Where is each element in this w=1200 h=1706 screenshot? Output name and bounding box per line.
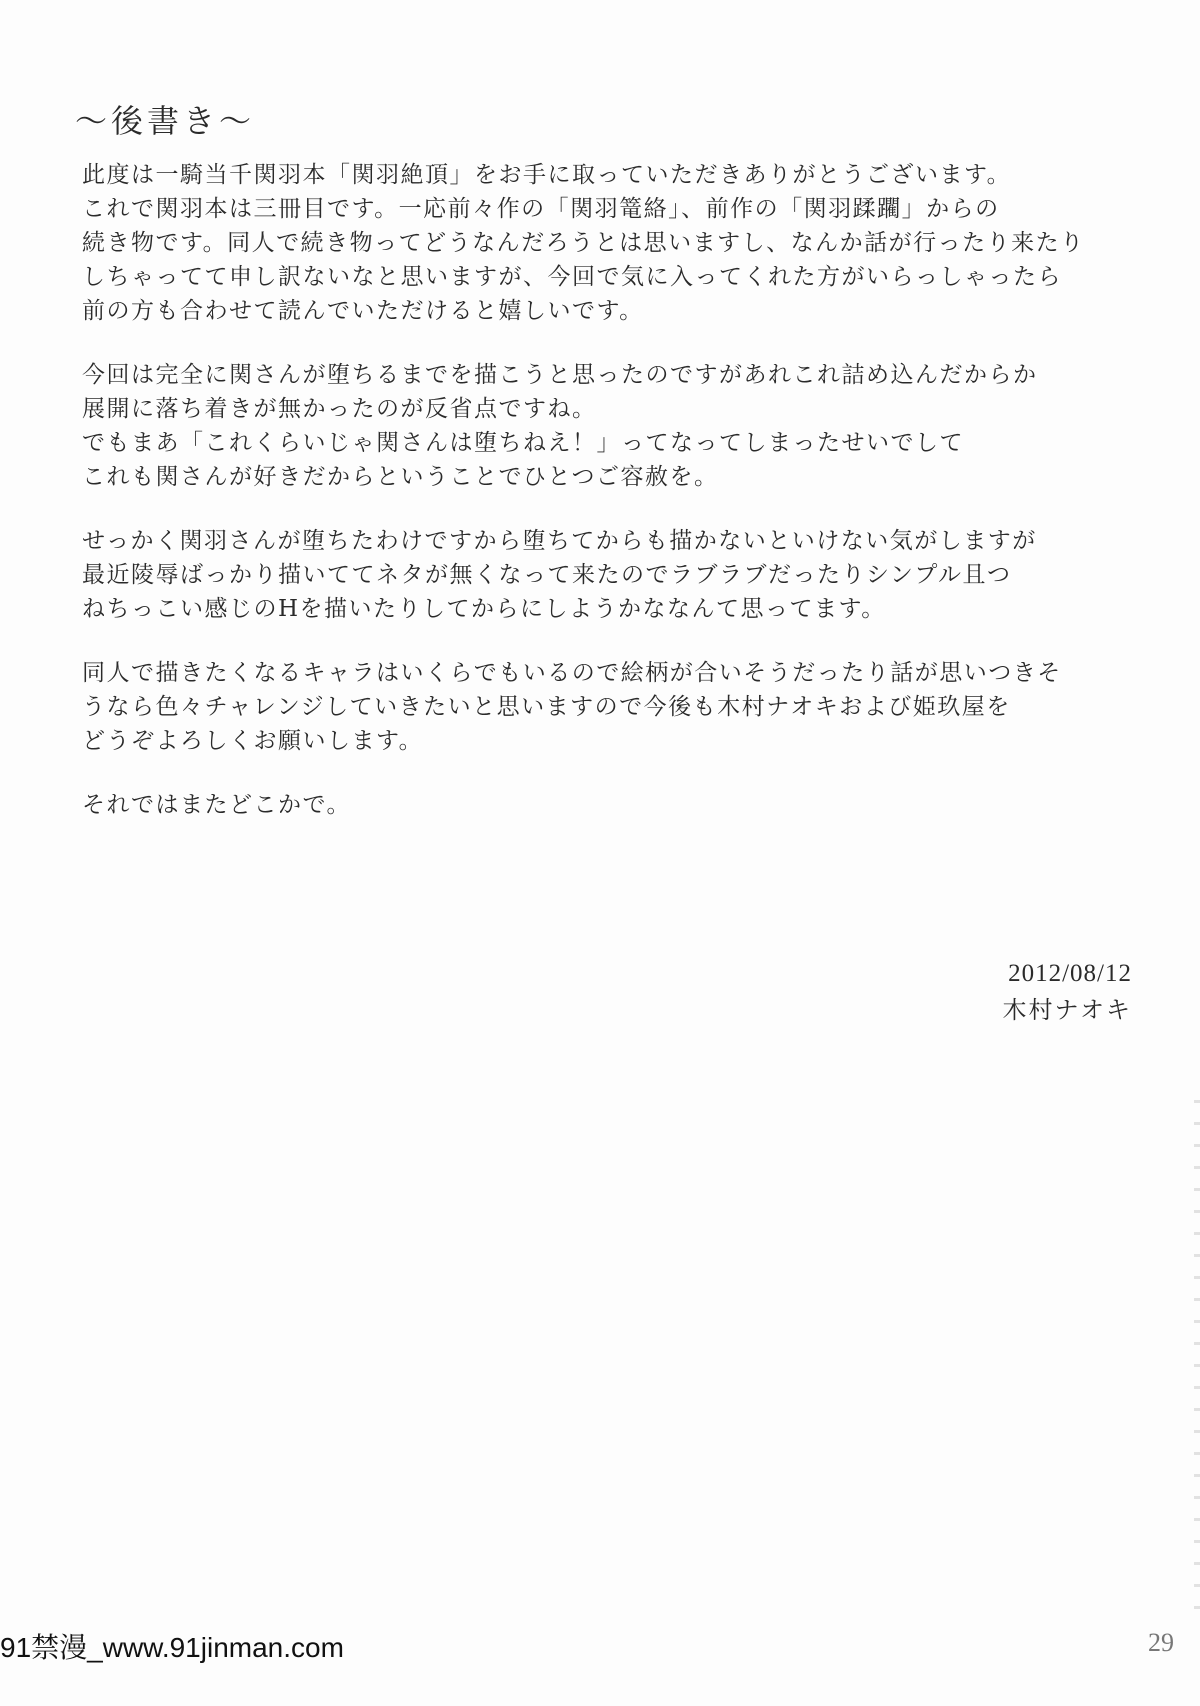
- text-line: 今回は完全に関さんが堕ちるまでを描こうと思ったのですがあれこれ詰め込んだからか: [82, 362, 1038, 388]
- text-line: 此度は一騎当千関羽本「関羽絶頂」をお手に取っていただきありがとうございます。: [82, 162, 1012, 188]
- paragraph-2: [82, 358, 1142, 494]
- site-watermark: 91禁漫_www.91jinman.com: [0, 1632, 344, 1663]
- text-line: うなら色々チャレンジしていきたいと思いますので今後も木村ナオキおよび姫玖屋を: [82, 694, 1011, 720]
- text-line: 続き物です。同人で続き物ってどうなんだろうとは思いますし、なんか話が行ったり来たり: [82, 230, 1085, 256]
- text-line: しちゃってて申し訳ないなと思いますが、今回で気に入ってくれた方がいらっしゃったら: [82, 264, 1062, 290]
- page-number: 29: [1148, 1628, 1174, 1657]
- text-line: 同人で描きたくなるキャラはいくらでもいるので絵柄が合いそうだったり話が思いつきそ: [82, 660, 1062, 686]
- text-line: それではまたどこかで。: [82, 792, 352, 818]
- afterword-body: [82, 158, 1142, 852]
- paragraph-5: [82, 788, 1142, 822]
- text-line: 最近陵辱ばっかり描いててネタが無くなって来たのでラブラブだったりシンプル且つ: [82, 562, 1012, 588]
- text-line: どうぞよろしくお願いします。: [82, 728, 424, 754]
- paragraph-3: [82, 524, 1142, 626]
- text-line: でもまあ「これくらいじゃ関さんは堕ちねえ！」ってなってしまったせいでして: [82, 430, 964, 456]
- text-line: 前の方も合わせて読んでいただけると嬉しいです。: [82, 298, 644, 324]
- text-line: これも関さんが好きだからということでひとつご容赦を。: [82, 464, 719, 490]
- signature-block: [1002, 956, 1132, 1028]
- text-line: これで関羽本は三冊目です。一応前々作の「関羽篭絡」、前作の「関羽蹂躙」からの: [82, 196, 1000, 222]
- text-line: 展開に落ち着きが無かったのが反省点ですね。: [82, 396, 597, 422]
- text-line: せっかく関羽さんが堕ちたわけですから堕ちてからも描かないといけない気がしますが: [82, 528, 1037, 554]
- text-line: ねちっこい感じのHを描いたりしてからにしようかななんて思ってます。: [82, 596, 886, 622]
- paragraph-4: [82, 656, 1142, 758]
- signature-date: 2012/08/12: [1008, 960, 1132, 987]
- afterword-title: 〜後書き〜: [75, 102, 256, 140]
- signature-author: 木村ナオキ: [1002, 996, 1132, 1024]
- page-edge-marks: [1194, 1100, 1200, 1620]
- paragraph-1: [82, 158, 1142, 328]
